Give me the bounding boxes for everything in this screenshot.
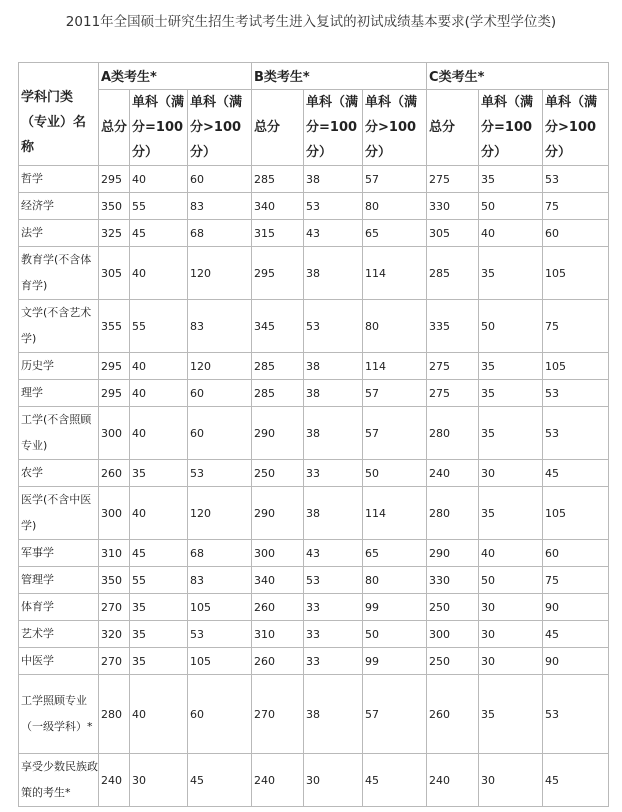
score-cell: 30 — [479, 594, 543, 621]
score-cell: 90 — [543, 594, 609, 621]
score-cell: 105 — [188, 594, 252, 621]
subject-name-cell: 哲学 — [19, 166, 99, 193]
score-cell: 80 — [363, 300, 427, 353]
score-cell: 45 — [130, 540, 188, 567]
score-cell: 35 — [479, 675, 543, 754]
score-cell: 60 — [188, 675, 252, 754]
score-cell: 80 — [363, 193, 427, 220]
score-cell: 270 — [99, 648, 130, 675]
col-single100-b: 单科（满分=100分） — [304, 90, 363, 166]
score-cell: 120 — [188, 247, 252, 300]
score-cell: 35 — [479, 353, 543, 380]
score-cell: 53 — [304, 193, 363, 220]
score-cell: 105 — [543, 247, 609, 300]
score-cell: 83 — [188, 567, 252, 594]
score-cell: 335 — [427, 300, 479, 353]
col-single-over100-b: 单科（满分>100分） — [363, 90, 427, 166]
table-row — [19, 220, 609, 247]
score-cell: 30 — [479, 648, 543, 675]
score-cell: 83 — [188, 193, 252, 220]
col-total-b: 总分 — [252, 90, 304, 166]
score-cell: 250 — [427, 648, 479, 675]
score-cell: 50 — [479, 567, 543, 594]
score-cell: 43 — [304, 540, 363, 567]
col-single-over100-c: 单科（满分>100分） — [543, 90, 609, 166]
score-cell: 38 — [304, 166, 363, 193]
score-cell: 300 — [99, 487, 130, 540]
score-cell: 60 — [188, 407, 252, 460]
table-row — [19, 594, 609, 621]
score-cell: 280 — [99, 675, 130, 754]
table-row — [19, 300, 609, 353]
subject-name-cell: 军事学 — [19, 540, 99, 567]
col-single-over100-a: 单科（满分>100分） — [188, 90, 252, 166]
score-cell: 75 — [543, 193, 609, 220]
score-cell: 285 — [252, 380, 304, 407]
score-cell: 53 — [188, 621, 252, 648]
score-cell: 45 — [363, 754, 427, 807]
score-cell: 295 — [99, 166, 130, 193]
score-cell: 55 — [130, 300, 188, 353]
score-cell: 35 — [130, 594, 188, 621]
score-cell: 38 — [304, 487, 363, 540]
score-cell: 320 — [99, 621, 130, 648]
score-cell: 53 — [304, 300, 363, 353]
score-cell: 40 — [479, 540, 543, 567]
score-cell: 285 — [252, 353, 304, 380]
subject-name-cell: 教育学(不含体育学) — [19, 247, 99, 300]
score-cell: 310 — [99, 540, 130, 567]
table-row — [19, 567, 609, 594]
score-cell: 57 — [363, 675, 427, 754]
score-cell: 40 — [130, 353, 188, 380]
score-cell: 30 — [479, 460, 543, 487]
score-cell: 280 — [427, 407, 479, 460]
subject-name-cell: 享受少数民族政策的考生* — [19, 754, 99, 807]
score-cell: 53 — [543, 675, 609, 754]
score-cell: 83 — [188, 300, 252, 353]
score-cell: 33 — [304, 621, 363, 648]
score-cell: 53 — [543, 166, 609, 193]
score-cell: 60 — [188, 380, 252, 407]
score-cell: 50 — [363, 621, 427, 648]
score-cell: 240 — [427, 460, 479, 487]
table-row — [19, 407, 609, 460]
score-cell: 90 — [543, 648, 609, 675]
score-cell: 295 — [99, 380, 130, 407]
score-cell: 315 — [252, 220, 304, 247]
subject-name-cell: 理学 — [19, 380, 99, 407]
score-cell: 57 — [363, 380, 427, 407]
subject-name-cell: 工学(不含照顾专业) — [19, 407, 99, 460]
score-cell: 60 — [543, 540, 609, 567]
subject-name-cell: 医学(不含中医学) — [19, 487, 99, 540]
table-row — [19, 540, 609, 567]
score-cell: 105 — [543, 353, 609, 380]
score-cell: 340 — [252, 193, 304, 220]
score-cell: 60 — [543, 220, 609, 247]
score-cell: 285 — [252, 166, 304, 193]
score-cell: 355 — [99, 300, 130, 353]
score-cell: 120 — [188, 353, 252, 380]
col-single100-c: 单科（满分=100分） — [479, 90, 543, 166]
score-cell: 60 — [188, 166, 252, 193]
score-cell: 295 — [252, 247, 304, 300]
score-cell: 45 — [130, 220, 188, 247]
score-cell: 114 — [363, 353, 427, 380]
score-cell: 240 — [99, 754, 130, 807]
score-cell: 290 — [252, 407, 304, 460]
score-table — [18, 62, 609, 807]
score-cell: 240 — [252, 754, 304, 807]
score-cell: 260 — [427, 675, 479, 754]
score-cell: 45 — [188, 754, 252, 807]
score-cell: 280 — [427, 487, 479, 540]
table-row — [19, 675, 609, 754]
score-cell: 53 — [543, 380, 609, 407]
subject-name-cell: 体育学 — [19, 594, 99, 621]
score-cell: 40 — [130, 407, 188, 460]
score-cell: 35 — [479, 166, 543, 193]
table-row — [19, 353, 609, 380]
score-cell: 345 — [252, 300, 304, 353]
score-cell: 50 — [363, 460, 427, 487]
subject-name-cell: 文学(不含艺术学) — [19, 300, 99, 353]
subject-name-cell: 中医学 — [19, 648, 99, 675]
score-cell: 305 — [99, 247, 130, 300]
score-cell: 30 — [479, 754, 543, 807]
col-total-a: 总分 — [99, 90, 130, 166]
score-cell: 33 — [304, 460, 363, 487]
subject-name-cell: 艺术学 — [19, 621, 99, 648]
score-cell: 270 — [252, 675, 304, 754]
score-cell: 260 — [99, 460, 130, 487]
subject-column-header: 学科门类（专业）名称 — [19, 63, 99, 166]
score-cell: 43 — [304, 220, 363, 247]
score-cell: 300 — [99, 407, 130, 460]
score-cell: 250 — [427, 594, 479, 621]
score-cell: 38 — [304, 353, 363, 380]
score-cell: 30 — [304, 754, 363, 807]
group-header-a: A类考生* — [99, 63, 252, 90]
score-cell: 45 — [543, 621, 609, 648]
score-cell: 40 — [130, 487, 188, 540]
score-cell: 75 — [543, 300, 609, 353]
score-cell: 35 — [130, 648, 188, 675]
score-cell: 40 — [130, 247, 188, 300]
score-cell: 38 — [304, 247, 363, 300]
subject-name-cell: 经济学 — [19, 193, 99, 220]
score-cell: 105 — [543, 487, 609, 540]
score-cell: 114 — [363, 487, 427, 540]
score-cell: 35 — [479, 407, 543, 460]
score-cell: 35 — [130, 460, 188, 487]
col-single100-a: 单科（满分=100分） — [130, 90, 188, 166]
score-cell: 33 — [304, 594, 363, 621]
score-cell: 250 — [252, 460, 304, 487]
score-cell: 33 — [304, 648, 363, 675]
score-cell: 325 — [99, 220, 130, 247]
score-cell: 285 — [427, 247, 479, 300]
score-cell: 290 — [427, 540, 479, 567]
score-cell: 45 — [543, 754, 609, 807]
score-cell: 35 — [130, 621, 188, 648]
score-cell: 40 — [130, 380, 188, 407]
score-cell: 340 — [252, 567, 304, 594]
score-cell: 330 — [427, 567, 479, 594]
score-cell: 65 — [363, 540, 427, 567]
score-cell: 114 — [363, 247, 427, 300]
score-cell: 99 — [363, 648, 427, 675]
score-cell: 65 — [363, 220, 427, 247]
score-cell: 330 — [427, 193, 479, 220]
score-cell: 300 — [427, 621, 479, 648]
score-cell: 350 — [99, 567, 130, 594]
table-row — [19, 648, 609, 675]
score-cell: 57 — [363, 166, 427, 193]
score-cell: 55 — [130, 567, 188, 594]
page-title: 2011年全国硕士研究生招生考试考生进入复试的初试成绩基本要求(学术型学位类) — [65, 14, 557, 30]
table-body — [19, 166, 609, 807]
score-cell: 45 — [543, 460, 609, 487]
score-cell: 80 — [363, 567, 427, 594]
table-row — [19, 460, 609, 487]
score-cell: 35 — [479, 247, 543, 300]
score-cell: 68 — [188, 220, 252, 247]
score-cell: 270 — [99, 594, 130, 621]
table-row — [19, 621, 609, 648]
score-cell: 38 — [304, 380, 363, 407]
table-row — [19, 193, 609, 220]
score-cell: 30 — [479, 621, 543, 648]
score-cell: 105 — [188, 648, 252, 675]
score-cell: 275 — [427, 353, 479, 380]
score-cell: 40 — [130, 675, 188, 754]
score-cell: 53 — [188, 460, 252, 487]
score-cell: 55 — [130, 193, 188, 220]
score-cell: 300 — [252, 540, 304, 567]
subject-name-cell: 工学照顾专业（一级学科）* — [19, 675, 99, 754]
score-cell: 295 — [99, 353, 130, 380]
score-cell: 275 — [427, 166, 479, 193]
score-cell: 50 — [479, 300, 543, 353]
score-cell: 305 — [427, 220, 479, 247]
subject-name-cell: 历史学 — [19, 353, 99, 380]
score-cell: 38 — [304, 407, 363, 460]
score-cell: 57 — [363, 407, 427, 460]
subject-name-cell: 管理学 — [19, 567, 99, 594]
score-cell: 35 — [479, 380, 543, 407]
group-header-b: B类考生* — [252, 63, 427, 90]
group-header-c: C类考生* — [427, 63, 609, 90]
score-cell: 120 — [188, 487, 252, 540]
col-total-c: 总分 — [427, 90, 479, 166]
score-cell: 275 — [427, 380, 479, 407]
score-cell: 99 — [363, 594, 427, 621]
score-cell: 260 — [252, 648, 304, 675]
score-cell: 350 — [99, 193, 130, 220]
score-cell: 68 — [188, 540, 252, 567]
table-row — [19, 247, 609, 300]
table-row — [19, 166, 609, 193]
score-cell: 38 — [304, 675, 363, 754]
score-cell: 50 — [479, 193, 543, 220]
score-cell: 240 — [427, 754, 479, 807]
score-cell: 310 — [252, 621, 304, 648]
subject-name-cell: 法学 — [19, 220, 99, 247]
score-cell: 53 — [304, 567, 363, 594]
table-row — [19, 754, 609, 807]
table-row — [19, 380, 609, 407]
score-cell: 260 — [252, 594, 304, 621]
score-cell: 30 — [130, 754, 188, 807]
score-cell: 53 — [543, 407, 609, 460]
table-row — [19, 487, 609, 540]
score-cell: 290 — [252, 487, 304, 540]
score-cell: 35 — [479, 487, 543, 540]
score-cell: 40 — [130, 166, 188, 193]
score-cell: 75 — [543, 567, 609, 594]
subject-name-cell: 农学 — [19, 460, 99, 487]
score-cell: 40 — [479, 220, 543, 247]
